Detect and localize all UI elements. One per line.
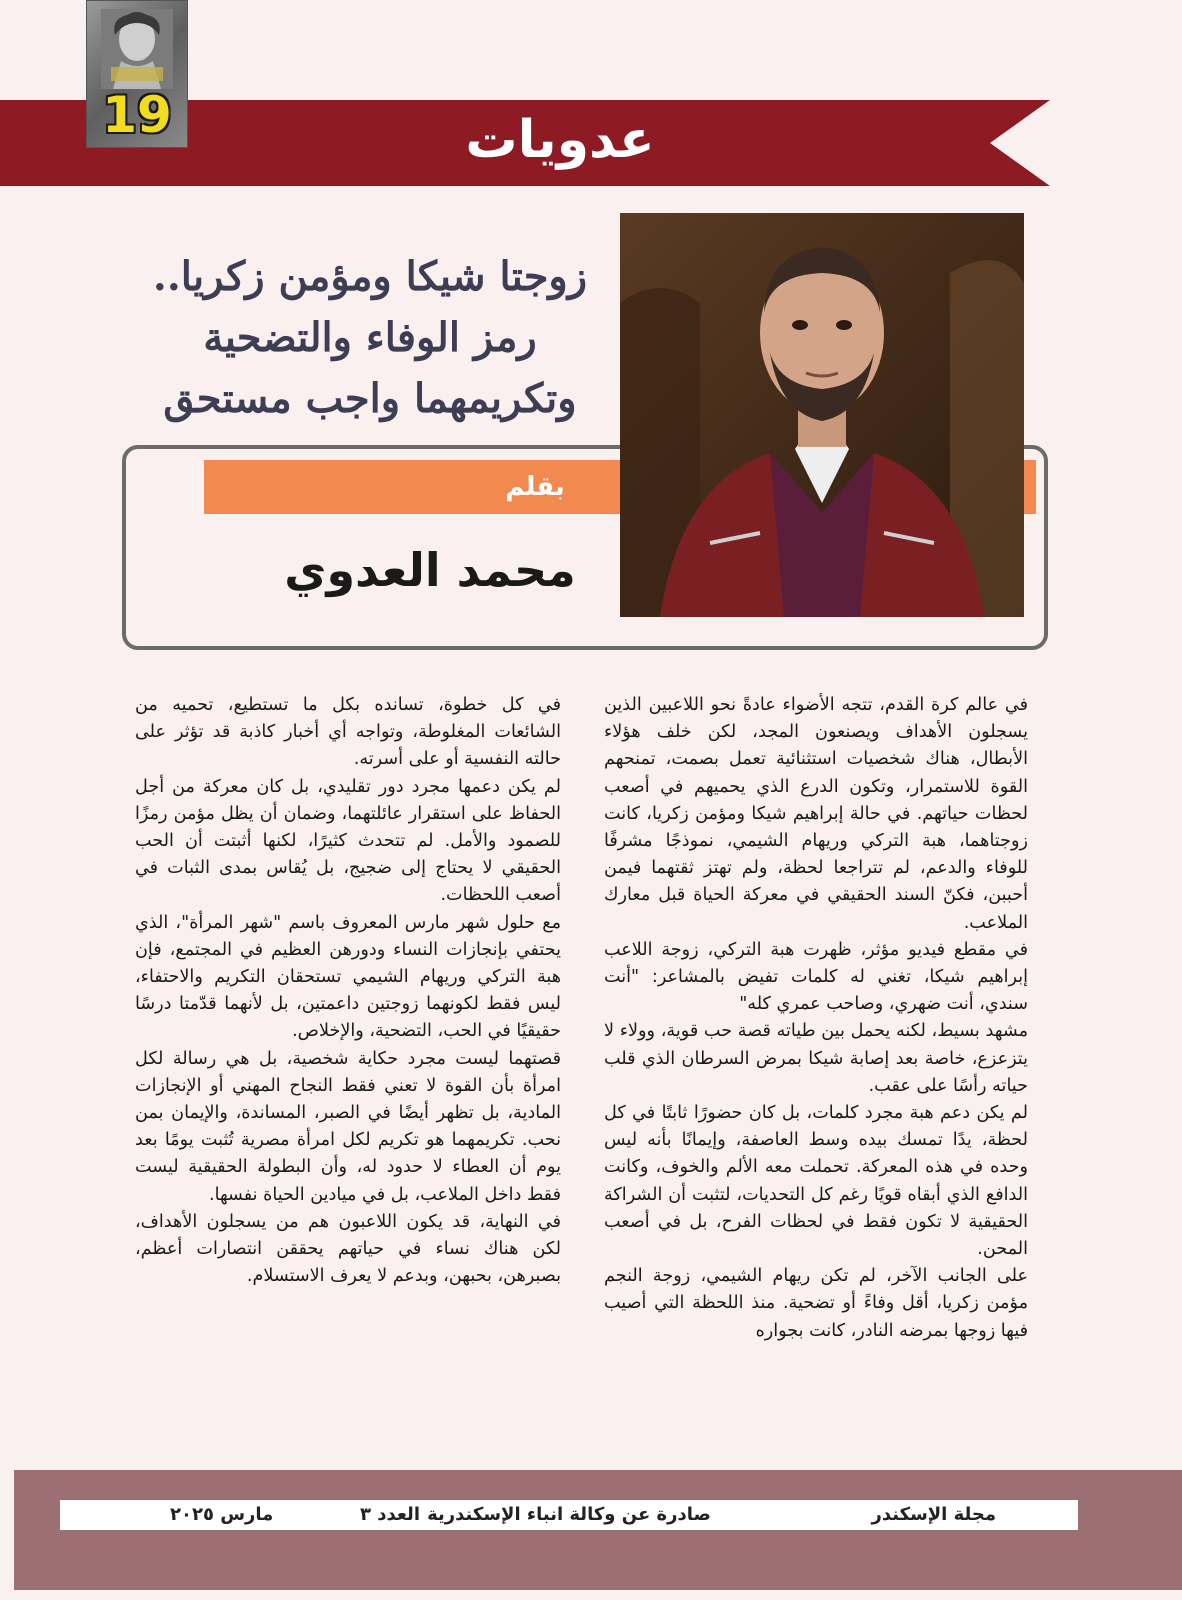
article-paragraph: مع حلول شهر مارس المعروف باسم "شهر المرأة"، الذي يحتفي بإنجازات النساء ودورهن العظيم في المجتمع، فإن هبة التركي وريهام الشيمي تستحقان التكريم والاحتفاء، ليس فقط لكونهما زوجتين داعمتين، بل لأنهما قدّمتا درسًا حقيقيًا في الحب، التضحية، والإخلاص. (135, 912, 561, 1042)
page-number: 19 (102, 86, 172, 144)
article-column-right (604, 692, 1028, 1432)
footer-publisher: صادرة عن وكالة انباء الإسكندرية (427, 1504, 711, 1525)
article-paragraph: لم يكن دعم هبة مجرد كلمات، بل كان حضورًا ثابتًا في كل لحظة، يدًا تمسك بيده وسط العاصفة، وإيمانًا بأنه ليس وحده في هذه المعركة. تحملت معه الألم والخوف، وكانت الدافع الذي أبقاه قويًا رغم كل التحديات، لتثبت أن الشراكة الحقيقية لا تكون فقط في لحظات الفرح، بل في أصعب المحن. (604, 1103, 1028, 1260)
footer-issue: العدد ٣ (360, 1504, 420, 1525)
byline-label: بقلم (505, 472, 565, 502)
headline-line: رمز الوفاء والتضحية (203, 314, 537, 361)
footer-strip (60, 1500, 1078, 1530)
author-name: محمد العدوي (284, 543, 576, 597)
article-paragraph: لم يكن دعمها مجرد دور تقليدي، بل كان معركة من أجل الحفاظ على استقرار عائلتهما، وضمان أن يظل مؤمن رمزًا للصمود والأمل. لم تتحدث كثيرًا، لكنها أثبتت أن الحب الحقيقي لا يحتاج إلى ضجيج، بل يُقاس بمدى الثبات في أصعب اللحظات. (135, 776, 561, 906)
article-headline (150, 246, 590, 429)
author-portrait-icon (620, 213, 1024, 617)
headline-line: وتكريمهما واجب مستحق (163, 375, 577, 422)
footer-magazine-name: مجلة الإسكندر (871, 1504, 996, 1525)
article-paragraph: قصتهما ليست مجرد حكاية شخصية، بل هي رسالة لكل امرأة بأن القوة لا تعني فقط النجاح المهني أو الإنجازات المادية، بل تظهر أيضًا في الصبر، المساندة، والإيمان بمن نحب. تكريمهما هو تكريم لكل امرأة مصرية تُثبت يومًا بعد يوم أن العطاء لا حدود له، وأن البطولة الحقيقية ليست فقط داخل الملاعب، بل في ميادين الحياة نفسها. (135, 1048, 561, 1205)
footer-date: مارس ٢٠٢٥ (170, 1504, 274, 1525)
article-paragraph: على الجانب الآخر، لم تكن ريهام الشيمي، زوجة النجم مؤمن زكريا، أقل وفاءً أو تضحية. منذ اللحظة التي أصيب فيها زوجها بمرضه النادر، كانت بجواره (604, 1266, 1028, 1341)
article-paragraph: في كل خطوة، تسانده بكل ما تستطيع، تحميه من الشائعات المغلوطة، وتواجه أي أخبار كاذبة قد تؤثر على حالته النفسية أو على أسرته. (135, 695, 561, 770)
magazine-logo (86, 0, 188, 148)
section-title: عدويات (465, 110, 655, 170)
article-paragraph: مشهد بسيط، لكنه يحمل بين طياته قصة حب قوية، وولاء لا يتزعزع، خاصة بعد إصابة شيكا بمرض السرطان الذي قلب حياته رأسًا على عقب. (604, 1021, 1028, 1096)
headline-line: زوجتا شيكا ومؤمن زكريا.. (152, 253, 588, 300)
article-paragraph: في النهاية، قد يكون اللاعبون هم من يسجلون الأهداف، لكن هناك نساء في حياتهم يحققن انتصارات أعظم، بصبرهن، بحبهن، وبدعم لا يعرف الاستسلام. (135, 1211, 561, 1287)
statue-bust-icon (101, 9, 173, 89)
article-column-left (135, 692, 561, 1432)
article-paragraph: في عالم كرة القدم، تتجه الأضواء عادةً نحو اللاعبين الذين يسجلون الأهداف ويصنعون المجد، لكن خلف هؤلاء الأبطال، هناك شخصيات استثنائية تعمل بصمت، تمنحهم القوة للاستمرار، وتكون الدرع الذي يحميهم في أصعب لحظات حياتهم. في حالة إبراهيم شيكا ومؤمن زكريا، كانت زوجتاهما، هبة التركي وريهام الشيمي، نموذجًا مشرفًا للوفاء والدعم، لم تتراجعا لحظة، ولم تهتز ثقتهما فيمن أحببن، فكنّ السند الحقيقي في معركة الحياة قبل معارك الملاعب. (604, 695, 1028, 933)
article-paragraph: في مقطع فيديو مؤثر، ظهرت هبة التركي، زوجة اللاعب إبراهيم شيكا، تغني له كلمات تفيض بالمشاعر: "أنت سندي، أنت ضهري، وصاحب عمري كله" (604, 939, 1028, 1015)
footer-band (14, 1470, 1182, 1590)
